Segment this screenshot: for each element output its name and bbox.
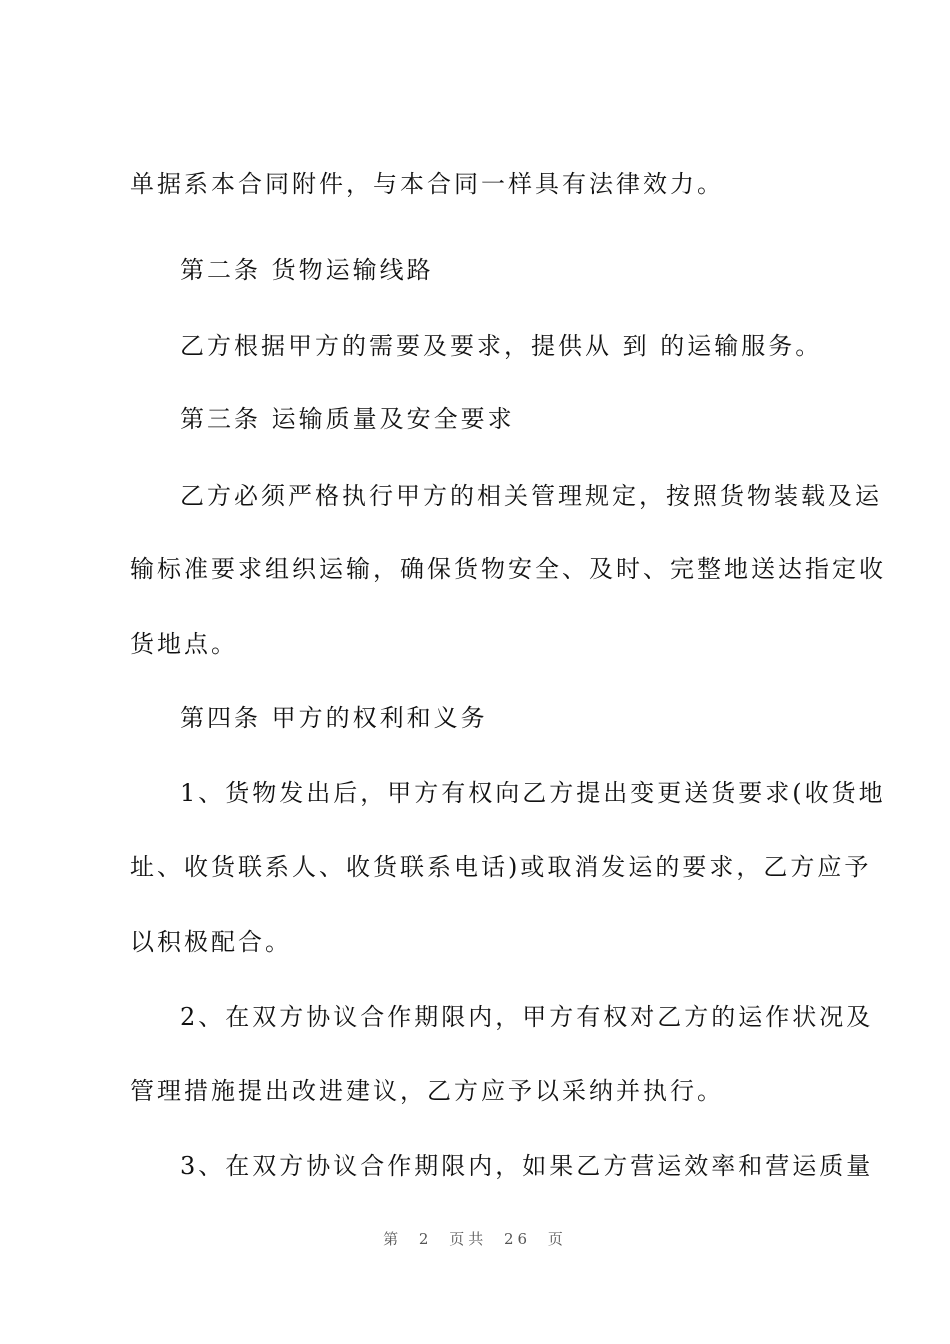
current-page-number: 2 bbox=[418, 1230, 433, 1248]
text-line: 管理措施提出改进建议，乙方应予以采纳并执行。 bbox=[130, 1077, 724, 1105]
text-line: 单据系本合同附件，与本合同一样具有法律效力。 bbox=[130, 170, 724, 198]
article-heading: 第二条 货物运输线路 bbox=[180, 256, 434, 284]
text-line: 1、货物发出后，甲方有权向乙方提出变更送货要求(收货地 bbox=[180, 779, 886, 807]
text-line: 3、在双方协议合作期限内，如果乙方营运效率和营运质量 bbox=[180, 1152, 874, 1180]
text-line: 乙方必须严格执行甲方的相关管理规定，按照货物装载及运 bbox=[180, 482, 882, 510]
article-heading: 第四条 甲方的权利和义务 bbox=[180, 704, 488, 732]
text-line: 输标准要求组织运输，确保货物安全、及时、完整地送达指定收 bbox=[130, 555, 886, 583]
text-line: 址、收货联系人、收货联系电话)或取消发运的要求，乙方应予 bbox=[130, 853, 872, 881]
footer-prefix: 第 bbox=[383, 1230, 403, 1248]
footer-suffix: 页 bbox=[547, 1230, 567, 1248]
text-line: 以积极配合。 bbox=[130, 928, 292, 956]
article-heading: 第三条 运输质量及安全要求 bbox=[180, 405, 515, 433]
text-line: 货地点。 bbox=[130, 630, 238, 658]
text-line: 乙方根据甲方的需要及要求，提供从 到 的运输服务。 bbox=[180, 332, 823, 360]
page-footer bbox=[0, 1228, 950, 1249]
footer-mid: 页共 bbox=[449, 1230, 488, 1248]
text-line: 2、在双方协议合作期限内，甲方有权对乙方的运作状况及 bbox=[180, 1003, 874, 1031]
total-pages-number: 26 bbox=[504, 1230, 532, 1248]
